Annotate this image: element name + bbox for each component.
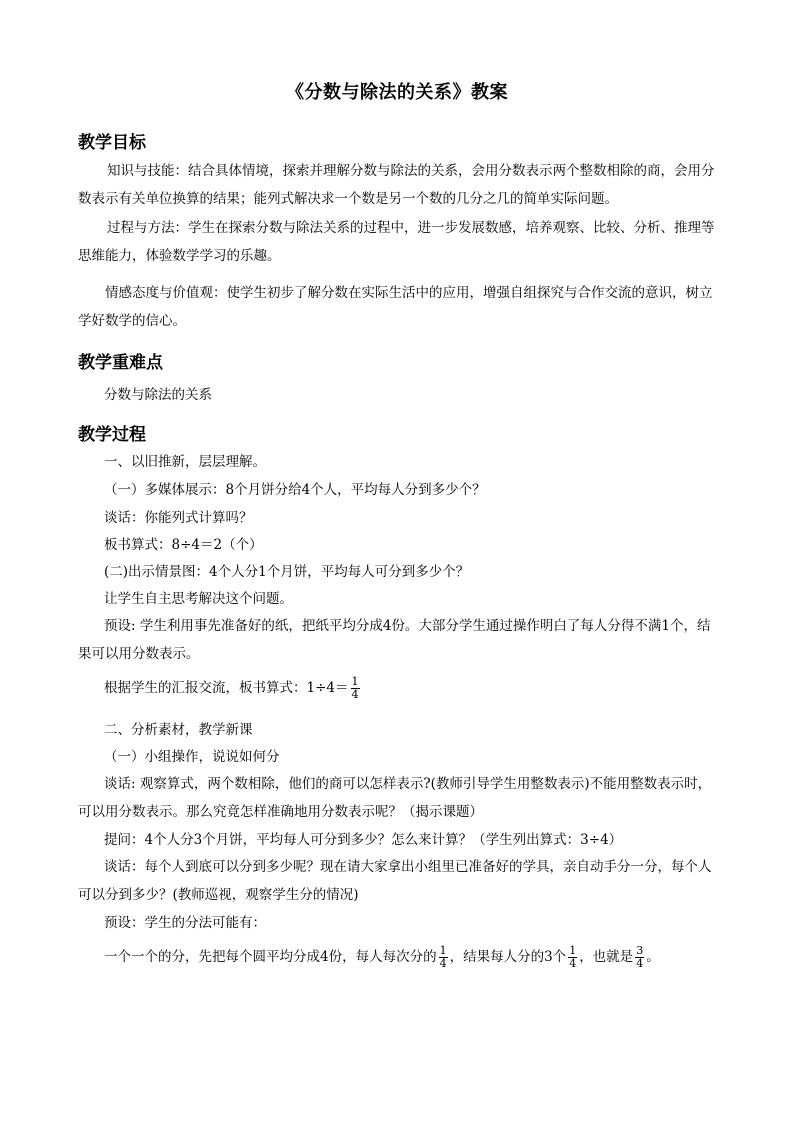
- paragraph-step-5: (二)出示情景图：4个人分1个月饼，平均每人可分到多少个？: [104, 564, 470, 580]
- step-15-text-c: ，也就是: [579, 949, 634, 965]
- paragraph-key-points: 分数与除法的关系: [104, 387, 212, 403]
- paragraph-step-7: 预设: 学生利用事先准备好的纸，把纸平均分成4份。大部分学生通过操作明白了每人分得不满1个，结果可以用分数表示。: [78, 618, 711, 662]
- paragraph-step-3: 谈话：你能列式计算吗？: [104, 510, 253, 526]
- paragraph-step-1: 一、以旧推新，层层理解。: [104, 454, 266, 470]
- paragraph-step-12: 提问：4个人分3个月饼，平均每人可分到多少？怎么来计算？（学生列出算式：3÷4）: [104, 832, 623, 848]
- step-15-text-b: ，结果每人分的3个: [449, 949, 567, 965]
- paragraph-step-9: 二、分析素材，教学新课: [104, 722, 253, 738]
- fraction-one-quarter-b: $\frac{1}{4}$: [569, 944, 577, 970]
- paragraph-step-6: 让学生自主思考解决这个问题。: [104, 591, 293, 607]
- fraction-three-quarters: $\frac{3}{4}$: [636, 944, 644, 970]
- fraction-one-quarter-a: $\frac{1}{4}$: [439, 944, 447, 970]
- paragraph-step-4: 板书算式：8÷4＝2（个）: [104, 537, 263, 553]
- document-title: 《分数与除法的关系》教案: [286, 82, 508, 103]
- paragraph-step-8: [104, 674, 744, 702]
- step-15-text-d: 。: [646, 949, 660, 965]
- paragraph-step-10: （一）小组操作，说说如何分: [104, 749, 280, 765]
- section-heading-key-points: 教学重难点: [78, 353, 163, 373]
- paragraph-attitude: 情感态度与价值观：使学生初步了解分数在实际生活中的应用，增强自组探究与合作交流的意识，树立学好数学的信心。: [78, 285, 713, 329]
- fraction-one-quarter: $\frac{1}{4}$: [351, 675, 359, 701]
- paragraph-step-11: 谈话: 观察算式，两个数相除，他们的商可以怎样表示?(教师引导学生用整数表示)不能用整数表示时，可以用分数表示。那么究竟怎样准确地用分数表示呢？（揭示课题）: [78, 776, 712, 820]
- paragraph-step-2: （一）多媒体展示：8个月饼分给4个人，平均每人分到多少个？: [104, 482, 486, 498]
- paragraph-step-13: 谈话：每个人到底可以分到多少呢？现在请大家拿出小组里已准备好的学具，亲自动手分一分，每个人可以分到多少？(教师巡视，观察学生分的情况): [78, 859, 712, 903]
- equation-text: 根据学生的汇报交流，板书算式：1÷4＝: [104, 680, 349, 696]
- paragraph-knowledge: 知识与技能：结合具体情境，探索并理解分数与除法的关系，会用分数表示两个整数相除的商，会用分数表示有关单位换算的结果；能列式解决求一个数是另一个数的几分之几的简单实际问题。: [78, 163, 715, 207]
- paragraph-step-15: [104, 943, 744, 971]
- step-15-text-a: 一个一个的分，先把每个圆平均分成4份，每人每次分的: [104, 949, 437, 965]
- paragraph-step-14: 预设：学生的分法可能有：: [104, 915, 266, 931]
- section-heading-goals: 教学目标: [78, 133, 146, 153]
- paragraph-process-method: 过程与方法：学生在探索分数与除法关系的过程中，进一步发展数感，培养观察、比较、分析、推理等思维能力，体验数学学习的乐趣。: [78, 220, 715, 264]
- section-heading-process: 教学过程: [78, 425, 146, 445]
